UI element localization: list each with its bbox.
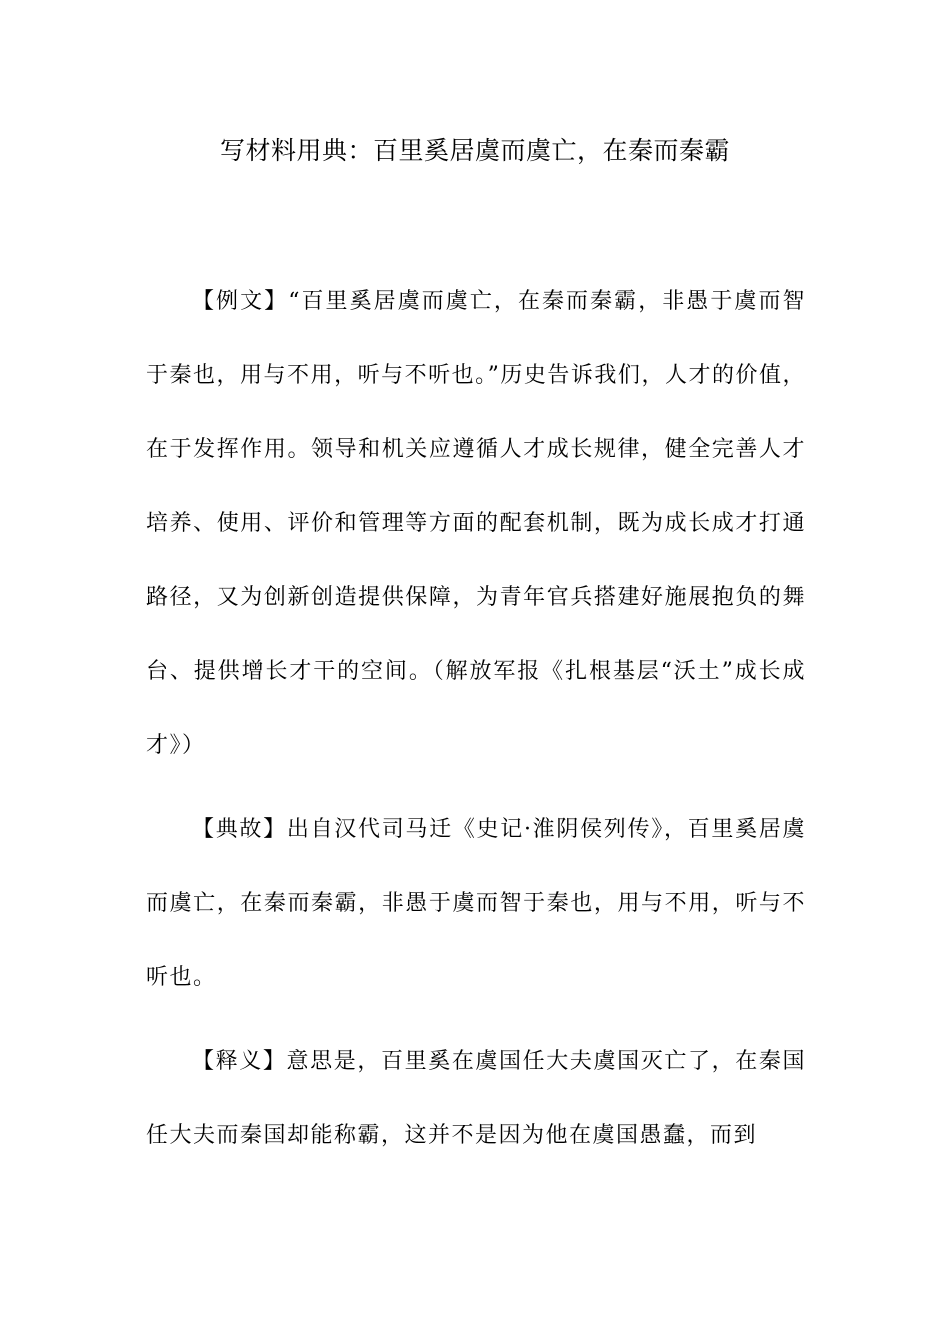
allusion-tag: 【典故】 [192, 817, 287, 842]
meaning-text: 意思是，百里奚在虞国任大夫虞国灭亡了，在秦国任大夫而秦国却能称霸，这并不是因为他在虞国愚蠢，而到 [146, 1049, 806, 1148]
document-body [146, 265, 806, 1173]
allusion-text: 出自汉代司马迁《史记·淮阴侯列传》，百里奚居虞而虞亡，在秦而秦霸，非愚于虞而智于秦也，用与不用，听与不听也。 [146, 817, 806, 990]
example-text: “百里奚居虞而虞亡，在秦而秦霸，非愚于虞而智于秦也，用与不用，听与不听也。”历史告诉我们，人才的价值，在于发挥作用。领导和机关应遵循人才成长规律，健全完善人才培养、使用、评价和管理等方面的配套机制，既为成长成才打通路径，又为创新创造提供保障，为青年官兵搭建好施展抱负的舞台、提供增长才干的空间。（解放军报《扎根基层“沃土”成长成才》） [146, 289, 806, 758]
meaning-tag: 【释义】 [192, 1049, 287, 1074]
example-paragraph [146, 265, 806, 783]
example-tag: 【例文】 [192, 289, 289, 314]
allusion-paragraph [146, 793, 806, 1015]
meaning-paragraph [146, 1025, 806, 1173]
document-title: 写材料用典：百里奚居虞而虞亡，在秦而秦霸 [219, 136, 730, 165]
